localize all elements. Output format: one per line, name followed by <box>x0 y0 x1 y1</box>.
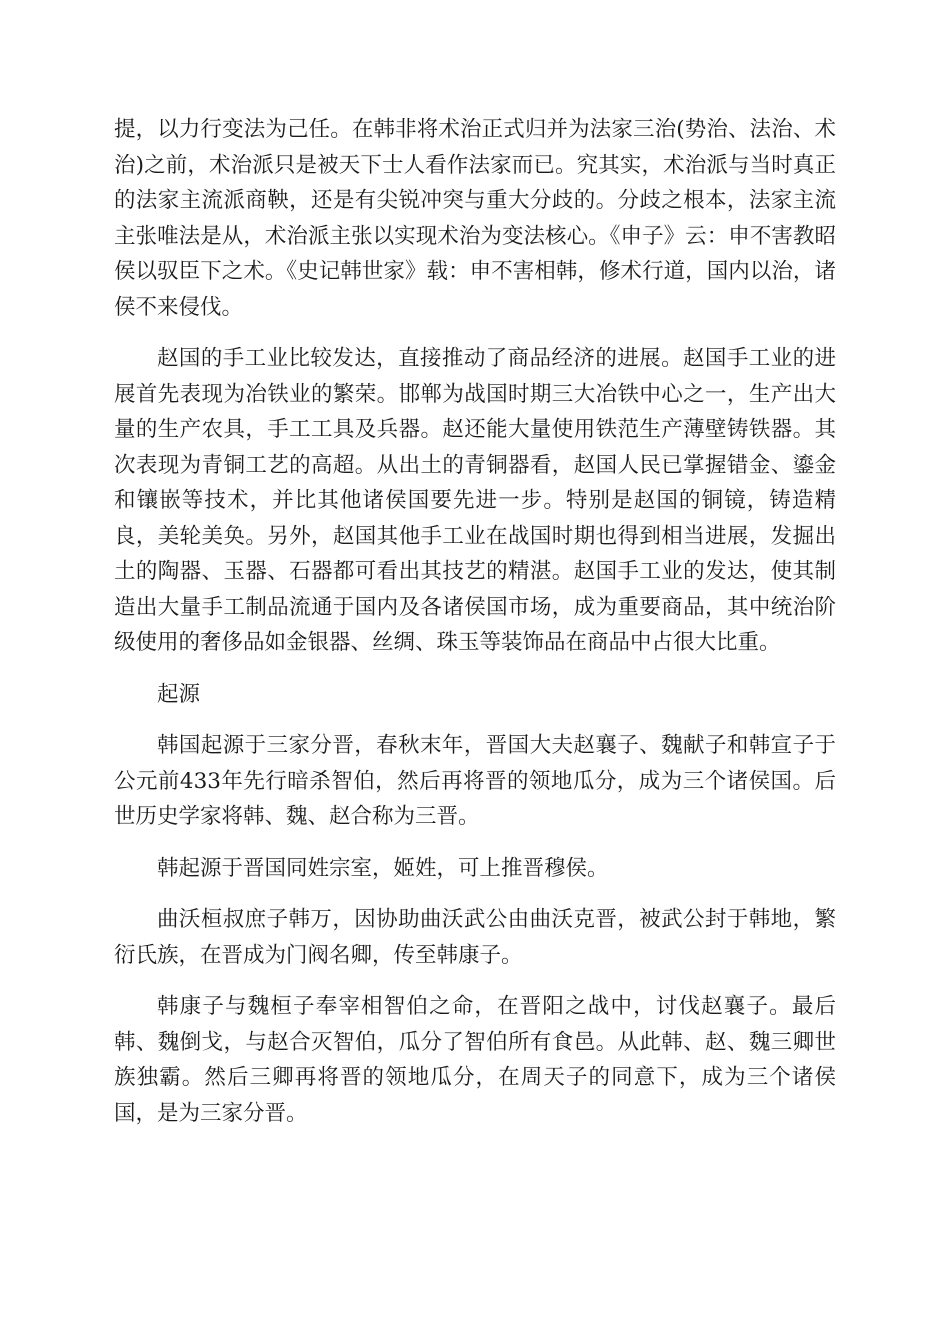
document-page <box>114 112 836 1147</box>
paragraph-three-families: 韩康子与魏桓子奉宰相智伯之命，在晋阳之战中，讨伐赵襄子。最后韩、魏倒戈，与赵合灭智伯，瓜分了智伯所有食邑。从此韩、赵、魏三卿世族独霸。然后三卿再将晋的领地瓜分，在周天子的同意下，成为三个诸侯国，是为三家分晋。 <box>114 994 836 1126</box>
section-heading-origin: 起源 <box>157 681 201 707</box>
paragraph-han-wan: 曲沃桓叔庶子韩万，因协助曲沃武公由曲沃克晋，被武公封于韩地，繁衍氏族，在晋成为门阀名卿，传至韩康子。 <box>114 907 836 968</box>
paragraph-zhao-handicraft: 赵国的手工业比较发达，直接推动了商品经济的进展。赵国手工业的进展首先表现为冶铁业的繁荣。邯郸为战国时期三大冶铁中心之一，生产出大量的生产农具，手工工具及兵器。赵还能大量使用铁范生产薄壁铸铁器。其次表现为青铜工艺的高超。从出土的青铜器看，赵国人民已掌握错金、鎏金和镶嵌等技术，并比其他诸侯国要先进一步。特别是赵国的铜镜，铸造精良，美轮美奂。另外，赵国其他手工业在战国时期也得到相当进展，发掘出土的陶器、玉器、石器都可看出其技艺的精湛。赵国手工业的发达，使其制造出大量手工制品流通于国内及各诸侯国市场，成为重要商品，其中统治阶级使用的奢侈品如金银器、丝绸、珠玉等装饰品在商品中占很大比重。 <box>114 346 836 655</box>
paragraph-continuation: 提，以力行变法为己任。在韩非将术治正式归并为法家三治(势治、法治、术治)之前，术治派只是被天下士人看作法家而已。究其实，术治派与当时真正的法家主流派商鞅，还是有尖锐冲突与重大分歧的。分歧之根本，法家主流主张唯法是从，术治派主张以实现术治为变法核心。《申子》云：申不害教昭侯以驭臣下之术。《史记韩世家》载：申不害相韩，修术行道，国内以治，诸侯不来侵伐。 <box>114 117 836 320</box>
paragraph-han-lineage: 韩起源于晋国同姓宗室，姬姓，可上推晋穆侯。 <box>157 855 609 881</box>
paragraph-han-origin: 韩国起源于三家分晋，春秋末年，晋国大夫赵襄子、魏献子和韩宣子于公元前433年先行暗杀智伯，然后再将晋的领地瓜分，成为三个诸侯国。后世历史学家将韩、魏、赵合称为三晋。 <box>114 733 836 829</box>
